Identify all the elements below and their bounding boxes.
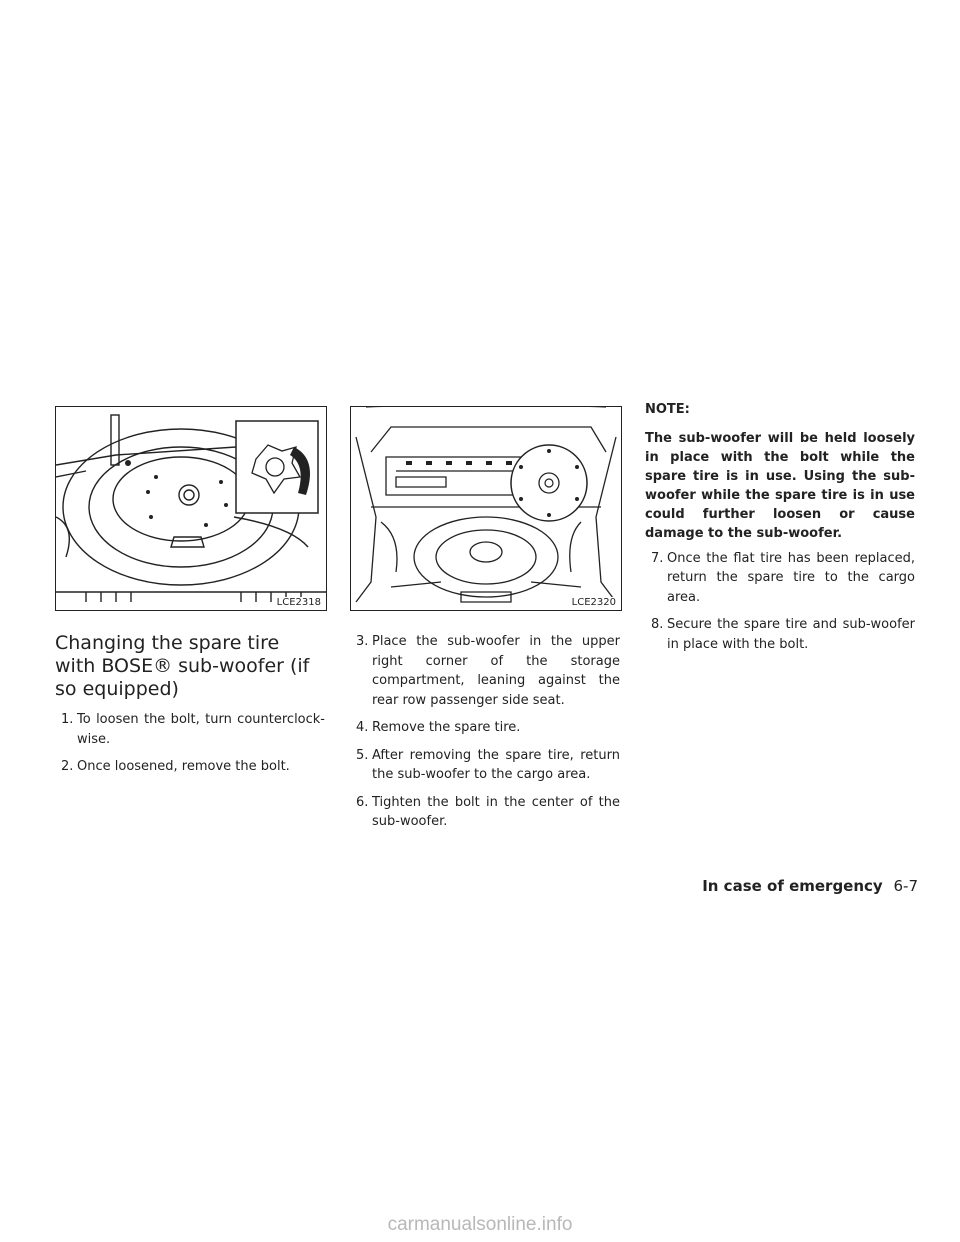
- step-text: To loosen the bolt, turn counterclock-wise.: [77, 712, 325, 747]
- step-item: [645, 549, 915, 608]
- steps-list-c: [645, 549, 915, 655]
- step-item: [645, 615, 915, 654]
- step-text: Tighten the bolt in the center of the sub-woofer.: [372, 794, 620, 829]
- steps-list-a: [55, 710, 325, 777]
- footer-section-name: In case of emergency: [702, 877, 883, 895]
- note-body: The sub-woofer will be held loosely in place with the bolt while the spare tire is in use. Using the sub-woofer while the spare tire is in use could further loosen or cause damage to the sub-woofer.: [645, 430, 915, 541]
- figure-subwoofer-storage: [350, 406, 622, 611]
- step-number: 7.: [651, 550, 664, 566]
- step-number: 2.: [61, 759, 74, 774]
- step-item: [350, 718, 620, 738]
- step-item: [350, 632, 620, 710]
- column-middle: [350, 632, 620, 840]
- note-label: NOTE:: [645, 402, 690, 417]
- step-number: 5.: [356, 747, 369, 763]
- page-footer: [702, 877, 918, 895]
- step-item: [55, 710, 325, 749]
- figure-code: LCE2318: [276, 597, 321, 608]
- step-item: [350, 793, 620, 832]
- step-number: 6.: [356, 794, 369, 810]
- section-title: Changing the spare tire with BOSE® sub-woofer (if so equipped): [55, 632, 310, 700]
- column-right: [645, 400, 915, 662]
- step-number: 1.: [61, 712, 74, 727]
- step-number: 8.: [651, 617, 664, 632]
- step-number: 4.: [356, 720, 369, 735]
- step-number: 3.: [356, 634, 369, 649]
- steps-list-b: [350, 632, 620, 832]
- cargo-area-illustration: [351, 407, 621, 610]
- step-text: Secure the spare tire and sub-woofer in place with the bolt.: [667, 617, 915, 652]
- step-item: [350, 746, 620, 785]
- step-text: Once loosened, remove the bolt.: [77, 759, 290, 774]
- column-left: [55, 632, 325, 785]
- spare-tire-illustration: [56, 407, 326, 610]
- figure-code: LCE2320: [571, 597, 616, 608]
- watermark-text: carmanualsonline.info: [387, 1214, 573, 1235]
- step-text: After removing the spare tire, return the sub-woofer to the cargo area.: [372, 747, 620, 782]
- step-text: Place the sub-woofer in the upper right corner of the storage compartment, leaning against the rear row passenger side seat.: [372, 634, 620, 708]
- page-number: 6-7: [893, 877, 918, 895]
- step-item: [55, 757, 325, 777]
- figure-spare-tire-bolt: [55, 406, 327, 611]
- step-text: Remove the spare tire.: [372, 720, 521, 735]
- step-text: Once the flat tire has been replaced, return the spare tire to the cargo area.: [667, 550, 915, 605]
